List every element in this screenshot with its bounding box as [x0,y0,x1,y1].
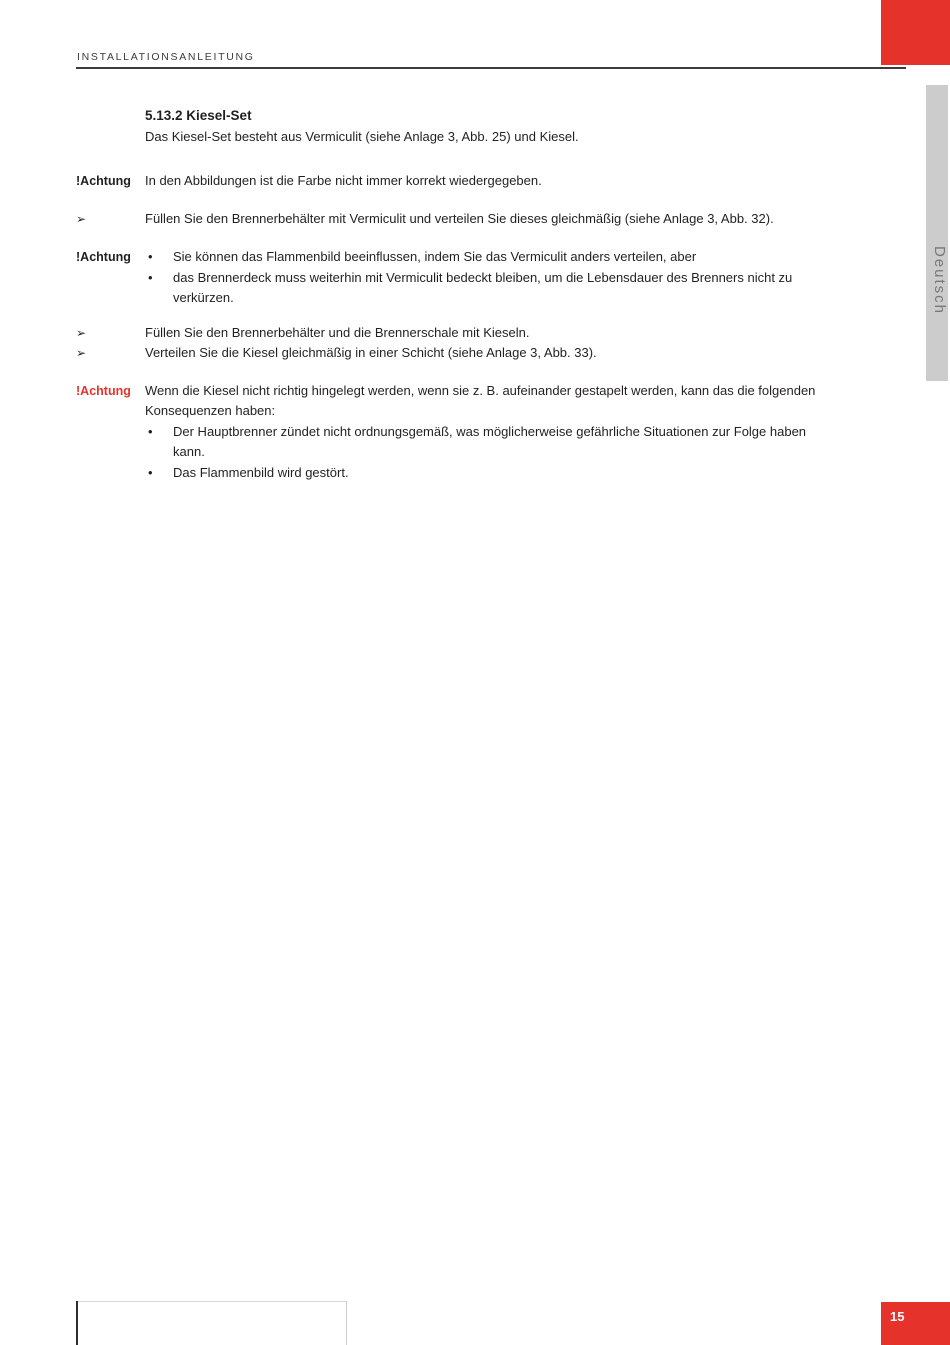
arrow-bullet-icon: ➢ [76,346,87,360]
section-title: 5.13.2 Kiesel-Set [145,108,252,123]
step-row [76,323,818,344]
attention-label-red: !Achtung [76,383,131,398]
bullet-icon: • [148,249,153,264]
step-row [76,209,818,230]
step-text: Verteilen Sie die Kiesel gleichmäßig in einer Schicht (siehe Anlage 3, Abb. 33). [145,345,597,360]
red-corner-marker [881,0,950,65]
page-number: 15 [890,1309,905,1324]
bullet-icon: • [148,269,153,285]
list-item-text: das Brennerdeck muss weiterhin mit Vermiculit bedeckt bleiben, um die Lebensdauer des Brenners nicht zu verkürzen. [173,269,793,305]
attention-text: Wenn die Kiesel nicht richtig hingelegt werden, wenn sie z. B. aufeinander gestapelt werden, kann das die folgenden Konsequenzen haben: [145,382,816,418]
footer-left-rule [76,1301,78,1345]
step-row [76,343,818,364]
list-item-text: Das Flammenbild wird gestört. [173,464,349,480]
content-area [76,106,818,483]
list-item [145,463,818,484]
page-number-box [881,1302,950,1345]
footer-notes-box [76,1301,347,1345]
attention-body [145,381,818,484]
attention-block-3 [76,381,818,484]
list-item [145,268,818,309]
list-item-text: Sie können das Flammenbild beeinflussen, indem Sie das Vermiculit anders verteilen, aber [173,249,697,264]
list-item-text: Der Hauptbrenner zündet nicht ordnungsgemäß, was möglicherweise gefährliche Situationen zur Folge haben kann. [173,423,807,459]
list-item [145,247,818,268]
attention-block-1 [76,171,818,192]
arrow-bullet-icon: ➢ [76,211,87,226]
attention-label: !Achtung [76,250,131,264]
attention-block-2 [76,247,818,309]
attention-label: !Achtung [76,174,131,188]
bullet-icon: • [148,423,153,439]
header-rule [76,67,906,69]
step-text: Füllen Sie den Brennerbehälter und die Brennerschale mit Kieseln. [145,324,530,340]
intro-paragraph: Das Kiesel-Set besteht aus Vermiculit (siehe Anlage 3, Abb. 25) und Kiesel. [145,128,579,144]
bullet-icon: • [148,464,153,480]
language-tab [926,85,948,381]
step-text: Füllen Sie den Brennerbehälter mit Vermiculit und verteilen Sie dieses gleichmäßig (siehe Anlage 3, Abb. 32). [145,210,774,226]
attention-bullet-list [145,247,818,309]
arrow-bullet-icon: ➢ [76,325,87,340]
header-title: INSTALLATIONSANLEITUNG [77,51,255,63]
attention-text: In den Abbildungen ist die Farbe nicht immer korrekt wiedergegeben. [145,173,542,188]
list-item [145,422,818,463]
language-tab-label: Deutsch [931,246,948,316]
